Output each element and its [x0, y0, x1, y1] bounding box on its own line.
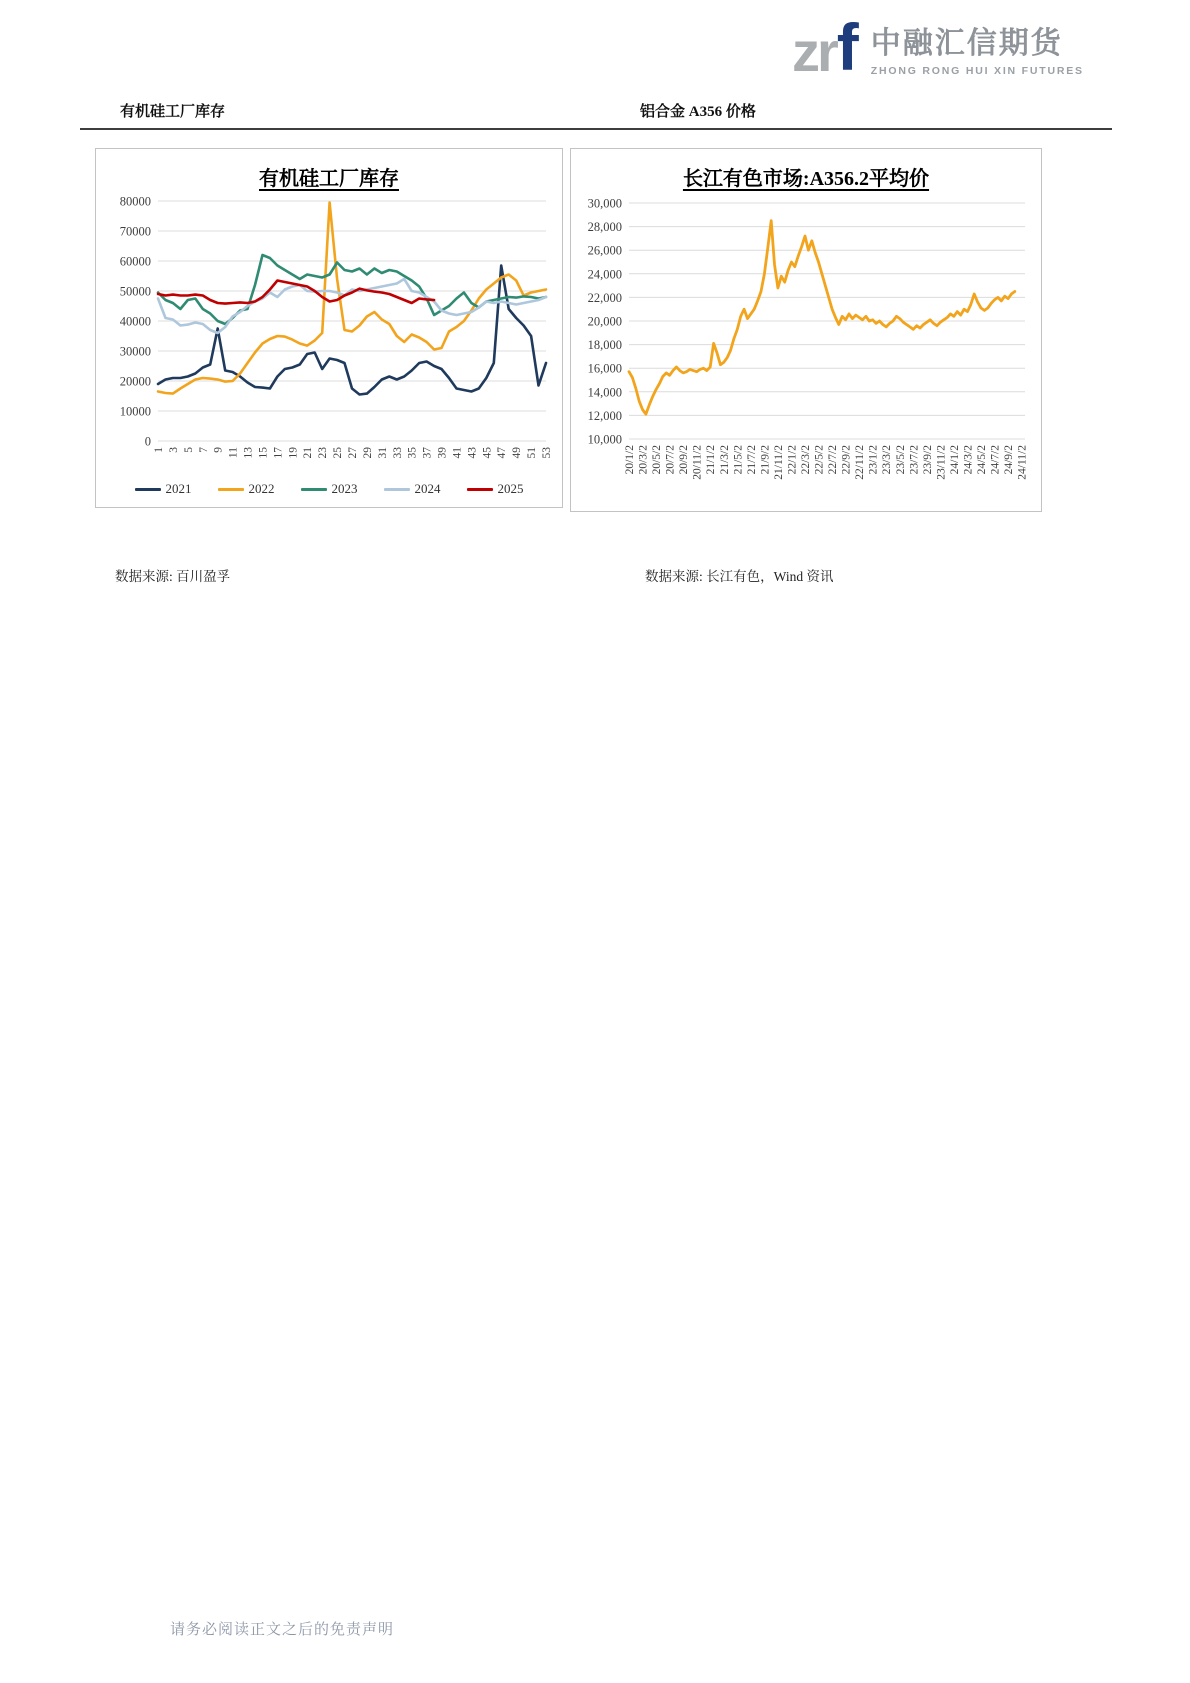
x-tick-label: 22/9/2: [840, 445, 853, 475]
y-tick-label: 10000: [119, 404, 151, 419]
x-tick-label: 22/1/2: [786, 445, 799, 475]
company-logo: [792, 10, 1084, 84]
x-tick-label: 3: [167, 447, 180, 453]
chart-title-right: 长江有色市场:A356.2平均价: [682, 168, 930, 190]
x-tick-label: 13: [242, 447, 255, 459]
y-tick-label: 16,000: [587, 361, 622, 376]
x-tick-label: 23/11/2: [935, 445, 948, 480]
x-tick-label: 22/3/2: [800, 445, 812, 475]
x-tick-label: 31: [376, 447, 389, 459]
x-tick-label: 53: [541, 447, 553, 459]
x-tick-label: 41: [451, 447, 464, 459]
x-tick-label: 37: [421, 447, 434, 459]
y-tick-label: 10,000: [587, 432, 622, 447]
x-tick-label: 17: [272, 447, 285, 459]
x-tick-label: 19: [287, 447, 300, 459]
legend-label-2025: 2025: [497, 481, 524, 496]
logo-text: [871, 18, 1084, 77]
data-source-right: 数据来源: 长江有色，Wind 资讯: [645, 569, 834, 584]
y-tick-label: 50000: [119, 284, 151, 299]
x-tick-label: 21/3/2: [718, 445, 731, 475]
x-tick-label: 23/3/2: [881, 445, 894, 475]
legend-label-2023: 2023: [331, 481, 358, 496]
x-tick-label: 23/1/2: [867, 445, 880, 475]
y-tick-label: 28,000: [587, 220, 622, 235]
x-tick-label: 27: [347, 447, 359, 459]
x-tick-label: 21: [302, 447, 315, 459]
y-tick-label: 20000: [119, 374, 151, 389]
x-tick-label: 21/7/2: [745, 445, 758, 475]
x-tick-label: 25: [332, 447, 345, 459]
y-tick-label: 26,000: [587, 243, 622, 258]
organosilicon-inventory-plot: [96, 193, 556, 481]
x-tick-label: 24/3/2: [962, 445, 975, 475]
disclaimer-note: 请务必阅读正文之后的免责声明: [170, 1622, 395, 1638]
a356-price-chart: [570, 148, 1042, 512]
x-tick-label: 11: [227, 447, 240, 459]
x-tick-label: 45: [481, 447, 494, 459]
y-tick-label: 60000: [119, 254, 151, 269]
x-tick-label: 23/7/2: [908, 445, 921, 475]
x-tick-label: 20/7/2: [664, 445, 677, 475]
y-tick-label: 24,000: [587, 267, 622, 282]
x-tick-label: 39: [436, 447, 449, 459]
y-tick-label: 0: [144, 434, 151, 449]
legend-item-2025: [467, 481, 524, 497]
y-tick-label: 12,000: [587, 408, 622, 423]
x-tick-label: 24/9/2: [1003, 445, 1016, 475]
x-tick-label: 9: [212, 447, 225, 453]
legend-label-2021: 2021: [165, 481, 192, 496]
x-tick-label: 51: [526, 447, 539, 459]
x-tick-label: 49: [511, 447, 524, 459]
chart-title-left: 有机硅工厂库存: [259, 168, 399, 190]
legend-swatch-2021: [135, 488, 161, 491]
x-tick-label: 33: [391, 447, 404, 459]
x-tick-label: 20/1/2: [624, 445, 636, 475]
y-tick-label: 70000: [119, 224, 151, 239]
x-tick-label: 24/11/2: [1016, 445, 1029, 480]
legend-swatch-2024: [384, 488, 410, 491]
y-tick-label: 40000: [119, 314, 151, 329]
y-tick-label: 22,000: [587, 290, 622, 305]
x-tick-label: 24/7/2: [989, 445, 1002, 475]
y-tick-label: 30000: [119, 344, 151, 359]
x-tick-label: 21/1/2: [705, 445, 718, 475]
y-tick-label: 14,000: [587, 385, 622, 400]
x-tick-label: 20/3/2: [637, 445, 650, 475]
x-tick-label: 24/1/2: [948, 445, 961, 475]
y-tick-label: 18,000: [587, 338, 622, 353]
x-tick-label: 15: [257, 447, 270, 459]
chart-legend: [96, 481, 562, 497]
y-tick-label: 20,000: [587, 314, 622, 329]
x-tick-label: 7: [197, 447, 210, 453]
x-tick-label: 22/7/2: [827, 445, 840, 475]
data-source-left: 数据来源: 百川盈孚: [115, 569, 231, 584]
logo-zr-text: zr: [792, 20, 836, 83]
logo-company-name-en: ZHONG RONG HUI XIN FUTURES: [870, 65, 1084, 78]
x-tick-label: 43: [466, 447, 479, 459]
x-tick-label: 35: [406, 447, 419, 459]
header-divider-line: [80, 128, 1112, 130]
x-tick-label: 23: [317, 447, 330, 459]
legend-item-2023: [301, 481, 358, 497]
logo-company-name-cn: 中融汇信期货: [870, 27, 1063, 61]
legend-item-2024: [384, 481, 441, 497]
x-tick-label: 21/5/2: [732, 445, 745, 475]
x-tick-label: 21/11/2: [772, 445, 785, 480]
x-tick-label: 20/9/2: [678, 445, 691, 475]
x-tick-label: 20/11/2: [691, 445, 704, 480]
x-tick-label: 22/11/2: [854, 445, 867, 480]
x-tick-label: 1: [153, 447, 165, 453]
x-tick-label: 47: [496, 447, 509, 459]
section-title-organosilicon-inventory: 有机硅工厂库存: [120, 104, 226, 120]
x-tick-label: 24/5/2: [976, 445, 988, 475]
legend-swatch-2025: [467, 488, 493, 491]
x-tick-label: 29: [361, 447, 374, 459]
organosilicon-inventory-chart: [95, 148, 563, 508]
a356-price-plot: [571, 195, 1039, 507]
x-tick-label: 22/5/2: [813, 445, 826, 475]
x-tick-label: 20/5/2: [651, 445, 664, 475]
legend-swatch-2023: [301, 488, 327, 491]
legend-swatch-2022: [218, 488, 244, 491]
legend-item-2022: [218, 481, 275, 497]
x-tick-label: 23/9/2: [921, 445, 934, 475]
y-tick-label: 80000: [119, 194, 151, 209]
legend-label-2022: 2022: [248, 481, 275, 496]
x-tick-label: 23/5/2: [894, 445, 907, 475]
y-tick-label: 30,000: [587, 196, 622, 211]
logo-f-text: f: [836, 10, 859, 84]
x-tick-label: 21/9/2: [759, 445, 772, 475]
legend-label-2024: 2024: [414, 481, 441, 496]
legend-item-2021: [135, 481, 192, 497]
section-title-a356-price: 铝合金 A356 价格: [640, 104, 756, 120]
logo-mark: [792, 10, 859, 84]
x-tick-label: 5: [182, 447, 195, 453]
